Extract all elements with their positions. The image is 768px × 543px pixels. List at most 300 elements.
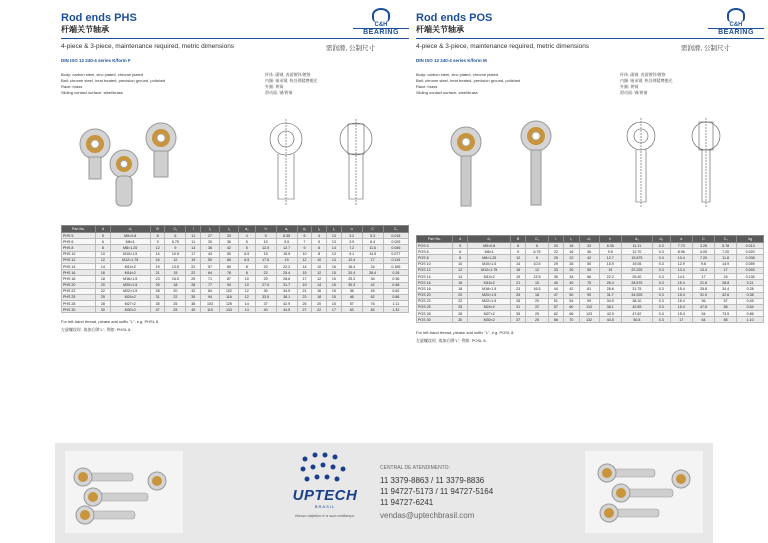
table-cell: M14×2 [110,263,150,269]
part-number-cell: POS 28 [417,311,453,317]
table-cell: 6 [297,233,312,239]
table-cell: 15 [327,288,342,294]
table-row [62,307,409,313]
table-cell: 33 [548,267,564,273]
table-cell: 9.5 [276,239,297,245]
part-number-cell: PHS 5 [62,233,96,239]
table-cell: 7.20 [715,249,737,255]
table-cell: 77 [201,282,220,288]
table-cell: 23 [510,286,526,292]
table-cell: 21.6 [692,280,714,286]
table-cell: M22×1.5 [468,298,510,304]
table-cell: 6.5 [238,257,255,263]
table-cell: 15 [255,251,276,257]
table-cell: 23 [297,294,312,300]
page-title: Rod ends POS [416,12,493,24]
table-cell: 9 [510,249,526,255]
table-cell: 47 [548,292,564,298]
table-cell: 19 [297,282,312,288]
table-cell: M16×2 [468,280,510,286]
table-cell: 94 [201,294,220,300]
technical-drawing [616,114,756,212]
table-cell: 82 [362,307,383,313]
table-cell: 10 [297,251,312,257]
table-cell: 25 [255,276,276,282]
table-cell: 28.4 [362,270,383,276]
table-cell: 12 [238,294,255,300]
table-cell: 14 [297,263,312,269]
table-cell: 33 [579,243,599,249]
table-cell: M18×1.5 [110,276,150,282]
table-cell: 25 [297,301,312,307]
table-cell: 110 [201,307,220,313]
table-cell: 6 [165,233,186,239]
table-cell: 19 [276,257,297,263]
table-cell: 36 [341,288,362,294]
part-number-cell: PHS 12 [62,257,96,263]
table-cell: 25 [526,311,548,317]
table-cell: 42.9 [599,311,621,317]
table-cell: 0.077 [383,251,408,257]
table-cell: 21 [150,270,165,276]
table-cell: 22 [564,255,580,261]
table-cell: M16×2 [110,270,150,276]
table-cell: 94 [220,282,239,288]
logo-mark-icon [372,8,390,22]
table-cell: 20 [255,263,276,269]
table-cell: 0.62 [383,288,408,294]
table-cell: 19 [599,267,621,273]
part-number-cell: PHS 28 [62,301,96,307]
table-cell: 28 [510,298,526,304]
table-cell: M27×2 [468,311,510,317]
table-cell: 37 [255,301,276,307]
table-cell: 17 [186,251,201,257]
table-cell: 16 [312,288,327,294]
table-row [417,317,764,323]
table-cell: 16 [564,249,580,255]
table-cell: 18 [452,286,468,292]
footer-banner [55,443,713,543]
table-cell: 84 [201,288,220,294]
table-cell: 14 [150,251,165,257]
table-cell: 16.4 [341,263,362,269]
catalog-page-pos [410,0,768,430]
table-cell: M20×1.5 [468,292,510,298]
table-cell: 13.5 [526,273,548,279]
table-cell: 64 [201,270,220,276]
table-cell: 3.2 [341,233,362,239]
table-cell: 5 [95,233,110,239]
table-cell: 4.05 [692,249,714,255]
table-cell: 30 [95,307,110,313]
table-cell: 38 [186,301,201,307]
table-cell: 20 [95,282,110,288]
table-cell: 64 [692,317,714,323]
table-cell: 37 [510,317,526,323]
table-cell: 17 [670,317,692,323]
table-cell: 12 [452,267,468,273]
table-cell: 57 [715,298,737,304]
table-cell: 28 [150,288,165,294]
table-cell: 19 [186,257,201,263]
table-cell: 14.5 [362,251,383,257]
table-cell: 19 [510,273,526,279]
part-number-cell: PHS 6 [62,239,96,245]
table-cell: 8.35 [276,233,297,239]
table-cell: 0.018 [383,233,408,239]
description-cn: 需润滑, 公制尺寸 [325,45,375,52]
table-cell: 8 [238,270,255,276]
table-cell: 15 [165,270,186,276]
table-cell: 42 [362,282,383,288]
table-cell: 46 [341,294,362,300]
table-cell: 0.038 [737,255,764,261]
logo-mark-icon [727,8,745,22]
table-cell: 22 [186,263,201,269]
table-cell: 0.3 [652,249,670,255]
table-cell: 0.3 [652,304,670,310]
table-cell: 0.135 [737,273,764,279]
table-cell: 59 [579,267,599,273]
table-cell: 57 [548,304,564,310]
table-cell: 0.21 [737,280,764,286]
table-cell: 13.4 [692,267,714,273]
table-cell: 57 [341,301,362,307]
table-cell: 25.3 [341,276,362,282]
table-cell: 7 [297,239,312,245]
table-cell: 22 [452,298,468,304]
table-cell: 40 [186,307,201,313]
table-cell: M10×1.5 [110,251,150,257]
table-cell: 42 [220,245,239,251]
table-cell: 11 [186,239,201,245]
footnote-cn: 左旋螺纹时, 请加后缀"L", 例如: POSL 8. [416,338,487,343]
table-cell: 28.6 [599,286,621,292]
table-cell: 0.119 [383,257,408,263]
table-cell: 20 [165,288,186,294]
brand-logo: C&H BEARING [708,8,764,36]
email-link[interactable]: vendas@uptechbrasil.com [380,511,475,520]
table-body [62,233,409,313]
brand-sub: BRASIL [314,504,336,509]
phone-line[interactable]: 11 94727-6241 [380,498,434,507]
table-cell: 35 [510,311,526,317]
table-cell: 9.5 [599,249,621,255]
table-cell: 34.4 [715,286,737,292]
table-cell: 65 [715,304,737,310]
table-cell: 110 [579,304,599,310]
table-cell: 19.05 [621,261,652,267]
table-cell: 5 [238,245,255,251]
table-cell: 8 [95,245,110,251]
table-cell: 6 [312,245,327,251]
table-cell: 34.925 [621,292,652,298]
table-cell: 9.6 [692,261,714,267]
table-cell: 23 [150,276,165,282]
table-cell: 17 [362,257,383,263]
table-cell: 14 [238,307,255,313]
table-cell: M18×1.5 [468,286,510,292]
table-cell: 38.10 [621,298,652,304]
table-cell: 16 [95,270,110,276]
table-cell: 76 [362,301,383,307]
table-cell: 62 [548,311,564,317]
table-cell: 9 [297,245,312,251]
table-cell: 13 [327,239,342,245]
table-cell: 14 [327,245,342,251]
table-cell: 8 [510,243,526,249]
part-number-cell: PHS 8 [62,245,96,251]
table-cell: 16.5 [165,276,186,282]
table-cell: 0.3 [652,255,670,261]
table-cell: 0.3 [652,261,670,267]
description: 4-piece & 3-piece, maintenance required, metric dimensions [416,43,590,50]
table-cell: 0.059 [737,261,764,267]
table-cell: M12×1.75 [110,257,150,263]
table-cell: M10×1.5 [468,261,510,267]
table-cell: 5.78 [715,243,737,249]
phone-line[interactable]: 11 94727-5173 / 11 94727-5164 [380,487,494,496]
table-cell: 12 [95,257,110,263]
table-cell: 6 [95,239,110,245]
table-cell: 20 [312,301,327,307]
table-cell: 42.6 [715,292,737,298]
table-cell: 33 [220,233,239,239]
table-cell: 70 [564,317,580,323]
table-cell: 34.9 [599,298,621,304]
table-cell: 15 [327,270,342,276]
part-number-cell: POS 18 [417,286,453,292]
rod-end-photo [436,114,616,214]
table-cell: 36 [579,249,599,255]
table-cell: 17 [692,273,714,279]
table-cell: 43 [201,251,220,257]
table-cell: 10 [255,239,276,245]
part-number-cell: POS 12 [417,267,453,273]
table-cell: 75 [579,280,599,286]
table-cell: 0.38 [737,292,764,298]
table-cell: 30 [201,239,220,245]
table-cell: 20.4 [341,270,362,276]
table-cell: 0.046 [383,245,408,251]
table-cell: 10.5 [526,261,548,267]
table-cell: 22 [95,288,110,294]
table-cell: 11 [186,233,201,239]
table-cell: 20 [452,292,468,298]
table-cell: 49 [362,288,383,294]
table-cell: 16 [564,243,580,249]
table-cell: 12.7 [276,245,297,251]
table-cell: 20 [526,298,548,304]
table-cell: 14 [238,301,255,307]
table-cell: 10 [452,261,468,267]
part-number-cell: PHS 16 [62,270,96,276]
table-cell: 22 [526,304,548,310]
brand-slogan: Nosso objetivo é a sua confiança. [295,513,355,518]
table-cell: 16 [452,280,468,286]
part-number-cell: PHS 20 [62,282,96,288]
table-cell: 42 [579,255,599,261]
page-subtitle-cn: 杆端关节轴承 [61,25,109,34]
table-cell: 15 [327,282,342,288]
table-cell: 17 [327,307,342,313]
table-cell: 24 [362,263,383,269]
table-cell: 38.1 [276,294,297,300]
footnote: For left-hand thread, please add suffix "L", e.g. POSL 8. [416,330,515,335]
table-cell: 0.3 [652,298,670,304]
table-cell: 0.3 [652,292,670,298]
contact-heading: CENTRAL DE ATENDIMENTO: [380,465,450,471]
page-subtitle-cn: 杆端关节轴承 [416,25,464,34]
table-cell: 0.48 [383,282,408,288]
table-cell: 25 [510,292,526,298]
table-cell: M20×1.5 [110,282,150,288]
product-drawings [61,110,409,210]
part-number-cell: POS 10 [417,261,453,267]
table-cell: M14×2 [468,273,510,279]
table-cell: 63 [341,307,362,313]
table-cell: 6.4 [362,239,383,245]
table-cell: 87 [220,276,239,282]
table-cell: 22.2 [276,263,297,269]
table-cell: 10 [238,276,255,282]
phone-line[interactable]: 11 3379-8863 / 11 3379-8836 [380,476,485,485]
table-cell: 57 [201,263,220,269]
table-cell: 15 [526,280,548,286]
table-cell: 44.5 [276,307,297,313]
table-cell: 19 [150,263,165,269]
table-cell: 25.40 [621,273,652,279]
table-cell: 25.4 [276,270,297,276]
table-cell: 30 [564,267,580,273]
table-cell: 16 [327,263,342,269]
table-cell: 34 [362,276,383,282]
table-cell: 5 [312,239,327,245]
table-cell: 123 [579,311,599,317]
divider [61,38,409,39]
table-cell: 31 [150,294,165,300]
table-cell: 14 [186,245,201,251]
table-cell: 33.5 [255,294,276,300]
table-cell: 0.3 [652,280,670,286]
table-cell: 116 [220,294,239,300]
table-cell: 9 [526,255,548,261]
table-cell: 6.75 [526,249,548,255]
table-cell: 14 [452,273,468,279]
table-cell: 50 [201,257,220,263]
part-number-cell: POS 20 [417,292,453,298]
table-cell: 28.575 [621,280,652,286]
table-cell: 66 [579,273,599,279]
table-cell: 8.35 [599,243,621,249]
table-cell: 13.4 [670,267,692,273]
table-cell: 12 [312,276,327,282]
table-cell: 18 [526,292,548,298]
table-cell: 8 [452,255,468,261]
table-cell: M24×2 [468,304,510,310]
table-header-row: Part No. d d₁ B C₁ l l₂ l₃ d₂ h d₃ d₄ l₄ l₅ α C C₀ [62,226,409,233]
table-cell: 13 [327,233,342,239]
table-cell: 102 [220,288,239,294]
table-cell: 18 [165,282,186,288]
table-cell: 25 [95,294,110,300]
table-cell: 17.5 [255,257,276,263]
table-cell: 15.9 [599,261,621,267]
spec-table-pos [416,235,764,323]
catalog-page-phs [55,0,415,430]
table-cell: 22.2 [599,273,621,279]
footnote-cn: 左旋螺纹时, 请加后缀"L", 例如: PHSL 8. [61,327,132,332]
table-cell: M12×1.75 [468,267,510,273]
table-cell: 28 [186,282,201,288]
table-cell: 26 [564,261,580,267]
table-cell: 71 [201,276,220,282]
table-cell: 5 [452,243,468,249]
table-cell: 36 [201,245,220,251]
table-cell: 99 [579,298,599,304]
contact-info [380,463,493,521]
table-cell: 22 [165,294,186,300]
table-cell: 7.20 [692,255,714,261]
table-cell: 4 [312,233,327,239]
table-cell: 25 [165,307,186,313]
table-cell: 30 [452,317,468,323]
table-cell: 5.3 [362,233,383,239]
table-cell: 6 [452,249,468,255]
table-cell: 42.85 [621,304,652,310]
table-cell: 31.75 [621,286,652,292]
table-cell: 27.5 [255,282,276,288]
table-cell: 36 [548,273,564,279]
footnote: For left-hand thread, please add suffix "L", e.g. PHSL 8. [61,319,160,324]
part-number-cell: POS 30 [417,317,453,323]
page-title: Rod ends PHS [61,12,137,24]
table-cell: M5×0.8 [110,233,150,239]
table-cell: 32 [186,288,201,294]
table-cell: M6×1 [468,249,510,255]
table-cell: 4 [238,233,255,239]
brand-name: UPTECH [292,487,358,504]
table-cell: 13 [327,251,342,257]
table-cell: 0.3 [652,243,670,249]
table-cell: 15 [297,270,312,276]
table-cell: 9 [255,233,276,239]
table-cell: 12 [510,255,526,261]
materials-cn: 杆体: 碳钢, 表面镀锌/镀铬 内圈: 轴承钢, 热处理精磨抛光 外圈: 黄铜 滑动面: 钢/黄铜 [620,72,673,95]
table-cell: 0.86 [737,311,764,317]
table-cell: 16.5 [526,286,548,292]
table-cell: 69 [220,263,239,269]
table-cell: 81 [579,286,599,292]
table-cell: 50.8 [621,317,652,323]
table-cell: 15.4 [670,304,692,310]
table-cell: 50 [579,261,599,267]
part-number-cell: PHS 22 [62,288,96,294]
table-cell: 51 [548,298,564,304]
table-cell: 34 [564,273,580,279]
table-cell: M8×1.25 [110,245,150,251]
table-cell: 54 [564,298,580,304]
table-cell: 132 [579,317,599,323]
table-cell: 60 [220,257,239,263]
table-cell: 13 [327,257,342,263]
table-cell: 50 [220,251,239,257]
part-number-cell: POS 5 [417,243,453,249]
part-number-cell: PHS 14 [62,263,96,269]
table-cell: 3.25 [692,243,714,249]
table-cell: 3.9 [341,239,362,245]
